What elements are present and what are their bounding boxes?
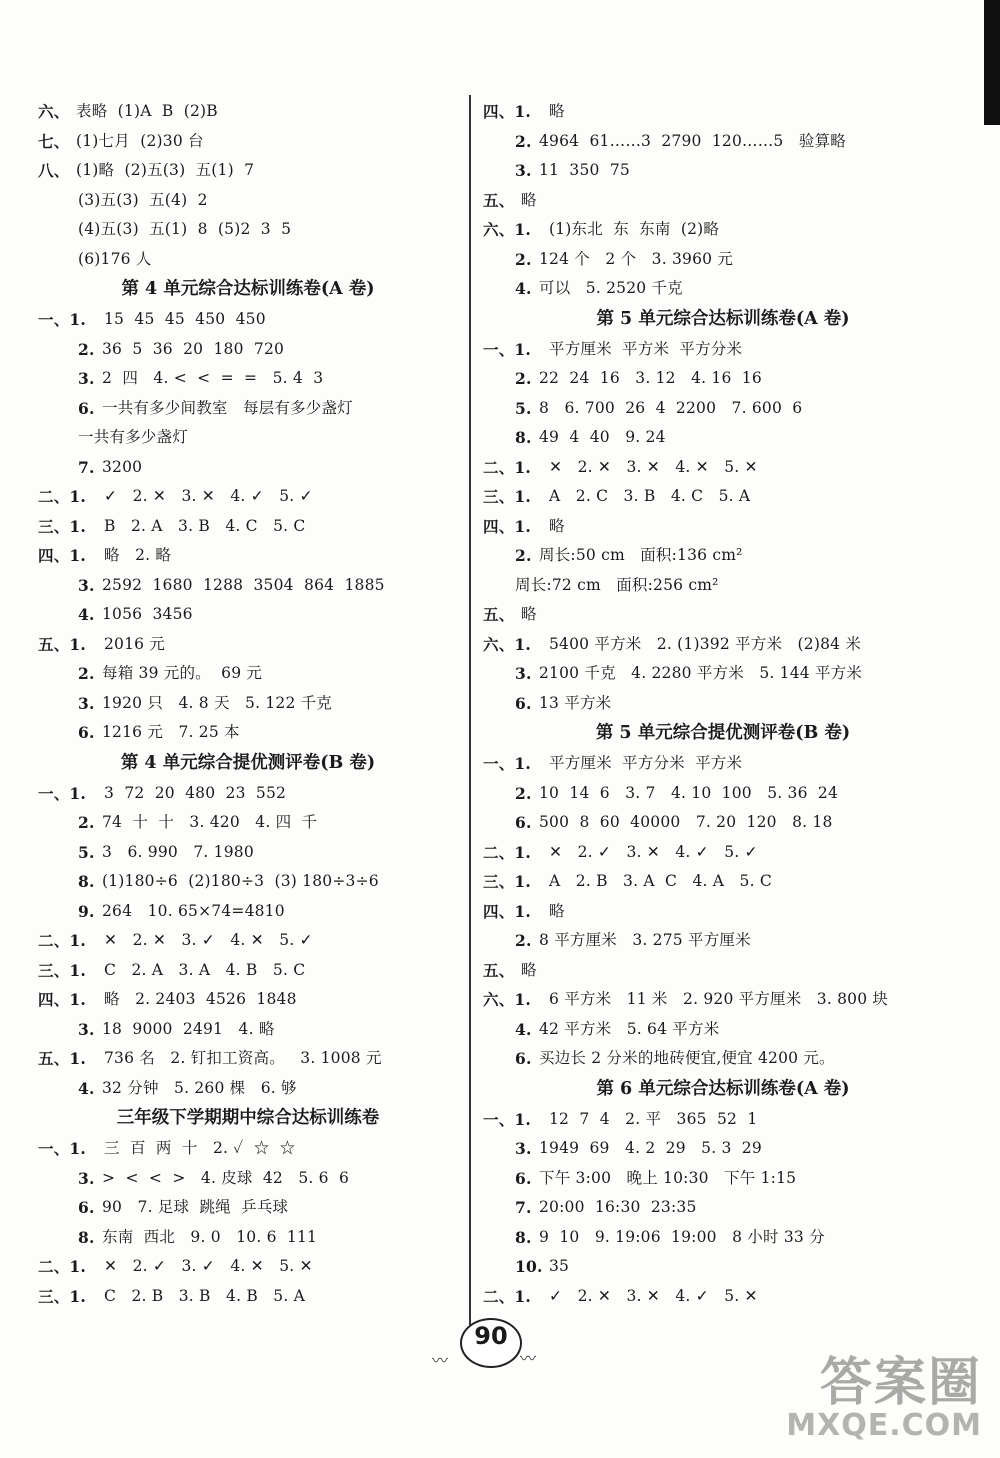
question-number: 3. [78,693,95,713]
answer-text: 3 6. 990 7. 1980 [102,842,254,861]
answer-text: 20:00 16:30 23:35 [539,1198,697,1216]
question-number: 六、1. [483,220,531,239]
answer-text: 可以 5. 2520 千克 [539,279,683,297]
answer-line [38,1074,458,1104]
section-title: 第 5 单元综合达标训练卷(A 卷) [596,308,850,329]
answer-text: ✕ 2. ✕ 3. ✕ 4. ✕ 5. ✕ [549,457,758,476]
answer-line [38,541,458,571]
watermark [786,1330,982,1450]
answer-line [483,985,963,1015]
answer-line [38,867,458,897]
answer-line [483,867,963,897]
answer-text: 平方厘米 平方米 平方分米 [549,339,743,358]
question-number: 三、1. [483,487,531,506]
question-number: 6. [515,1049,532,1068]
answer-text: (3)五(3) 五(4) 2 [78,190,208,209]
question-number: 6. [78,398,95,418]
answer-text: 略 [521,605,537,623]
answer-text: (1)180÷6 (2)180÷3 (3) 180÷3÷6 [102,872,379,890]
answer-line [483,512,963,542]
answer-text: 124 个 2 个 3. 3960 元 [539,249,734,268]
column-divider [469,95,471,1325]
question-number: 一、1. [38,783,86,803]
answer-line [38,1015,458,1045]
answer-line [483,541,963,571]
section-title: 三年级下学期期中综合达标训练卷 [116,1108,380,1128]
question-number: 四、1. [38,546,86,565]
question-number: 3. [515,664,532,683]
answer-line [483,1105,963,1135]
question-number: 2. [78,339,95,359]
page-number: 90 [474,1322,508,1350]
answer-line [38,571,458,601]
question-number: 四、1. [483,516,531,536]
page-edge-tab [984,0,1000,125]
answer-line [483,1193,963,1223]
section-title: 第 4 单元综合提优测评卷(B 卷) [120,752,376,773]
answer-text: 2016 元 [104,634,166,653]
question-number: 2. [515,931,532,950]
question-number: 三、1. [38,960,86,980]
answer-text: ✓ 2. ✕ 3. ✕ 4. ✓ 5. ✓ [104,487,313,505]
answer-line [38,779,458,809]
answer-text: 35 [549,1257,570,1275]
question-number: 五、 [483,605,515,624]
answer-line [38,808,458,838]
answer-text: 5400 平方米 2. (1)392 平方米 (2)84 米 [549,634,862,653]
question-number: 五、1. [38,1049,86,1068]
answer-text: 略 [521,960,537,979]
answer-line [483,1223,963,1253]
answer-line [483,156,963,186]
answer-line [38,127,458,157]
question-number: 二、1. [38,931,86,950]
question-number: 4. [78,605,95,624]
answer-text: 略 [549,102,565,120]
answer-line [38,156,458,186]
answer-line [483,97,963,127]
answer-text: 2100 千克 4. 2280 平方米 5. 144 平方米 [539,664,863,682]
question-number: 4. [78,1078,95,1098]
answer-text: 500 8 60 40000 7. 20 120 8. 18 [539,813,833,831]
answer-text: 周长:72 cm 面积:256 cm² [515,575,719,594]
answer-line [483,215,963,245]
answer-text: ✕ 2. ✕ 3. ✓ 4. ✕ 5. ✓ [104,931,313,949]
answer-line [38,897,458,927]
answer-line [38,482,458,512]
answer-line [483,897,963,927]
question-number: 七、 [38,131,70,151]
answer-line [483,1134,963,1164]
answer-text: 42 平方米 5. 64 平方米 [539,1019,720,1038]
answer-line [38,245,458,275]
question-number: 二、1. [483,1286,531,1306]
answer-line [38,926,458,956]
question-number: 一、1. [483,339,531,359]
question-number: 7. [78,457,95,477]
answer-text: ✕ 2. ✓ 3. ✓ 4. ✕ 5. ✕ [104,1257,313,1275]
question-number: 3. [515,161,532,180]
answer-line [38,1252,458,1282]
answer-line [483,1044,963,1074]
answer-text: C 2. B 3. B 4. B 5. A [104,1286,306,1305]
answer-line [483,274,963,304]
answer-line [483,1252,963,1282]
answer-text: 略 2. 略 [104,546,172,564]
answer-line [483,600,963,630]
answer-line [38,1134,458,1164]
left-answer-column [38,97,458,1311]
answer-text: 49 4 40 9. 24 [539,428,666,446]
answer-text: ✕ 2. ✓ 3. ✕ 4. ✓ 5. ✓ [549,842,758,861]
question-number: 3. [78,369,95,388]
answer-line [38,423,458,453]
answer-text: 三 百 两 十 2. ✓ ☆ ☆ [104,1139,296,1157]
answer-text: ✓ 2. ✕ 3. ✕ 4. ✓ 5. ✕ [549,1286,758,1305]
answer-line [38,1193,458,1223]
answer-text: (1)东北 东 东南 (2)略 [549,220,720,238]
answer-line [38,335,458,365]
answer-line [38,1164,458,1194]
answer-text: 略 [549,901,565,920]
clock-feet-icon: 〰 [520,1349,537,1368]
question-number: 八、 [38,161,70,180]
question-number: 7. [515,1198,532,1217]
answer-line [38,985,458,1015]
question-number: 6. [515,813,532,832]
watermark-logo-text: 答案圈 [819,1353,982,1413]
answer-line [38,838,458,868]
question-number: 3. [78,1019,95,1039]
answer-text: A 2. C 3. B 4. C 5. A [549,487,751,505]
question-number: 3. [78,1168,95,1188]
answer-line [483,689,963,719]
answer-line [483,1015,963,1045]
answer-text: 18 9000 2491 4. 略 [102,1019,275,1038]
answer-text: 略 [521,190,537,209]
answer-line [483,394,963,424]
answer-text: 买边长 2 分米的地砖便宜,便宜 4200 元。 [539,1049,835,1067]
question-number: 五、 [483,960,515,980]
answer-text: 表略 (1)A B (2)B [76,102,218,120]
answer-text: 略 2. 2403 4526 1848 [104,990,297,1008]
answer-text: 6 平方米 11 米 2. 920 平方厘米 3. 800 块 [549,990,889,1008]
answer-text: 3 72 20 480 23 552 [104,783,287,802]
question-number: 五、1. [38,634,86,654]
watermark-url: MXQE.COM [786,1408,982,1443]
question-number: 2. [515,369,532,388]
answer-text: 36 5 36 20 180 720 [102,339,285,358]
answer-line [483,1282,963,1312]
question-number: 5. [78,842,95,862]
answer-text: 1949 69 4. 2 29 5. 3 29 [539,1139,762,1157]
answer-text: 9 10 9. 19:06 19:00 8 小时 33 分 [539,1227,825,1246]
question-number: 8. [515,1227,532,1247]
answer-line [38,956,458,986]
answer-line [38,97,458,127]
answer-line [483,659,963,689]
answer-text: (1)略 (2)五(3) 五(1) 7 [76,161,255,179]
question-number: 2. [515,546,532,565]
answer-line [38,364,458,394]
answer-line [483,571,963,601]
section-title: 第 5 单元综合提优测评卷(B 卷) [595,723,851,743]
answer-text: 90 7. 足球 跳绳 乒乓球 [102,1198,289,1216]
question-number: 4. [515,279,532,298]
answer-text: 13 平方米 [539,693,612,712]
answer-line [38,512,458,542]
answer-line [38,718,458,748]
question-number: 6. [78,1198,95,1217]
answer-text: (6)176 人 [78,249,152,268]
answer-text: C 2. A 3. A 4. B 5. C [104,960,306,979]
question-number: 四、1. [38,990,86,1009]
answer-text: 11 350 75 [539,161,630,179]
question-number: 2. [515,131,532,151]
answer-text: > < < > 4. 皮球 42 5. 6 6 [102,1168,350,1187]
answer-line [483,482,963,512]
answer-line [483,364,963,394]
answer-text: 8 平方厘米 3. 275 平方厘米 [539,931,751,949]
question-number: 2. [515,783,532,803]
answer-text: (4)五(3) 五(1) 8 (5)2 3 5 [78,220,292,238]
question-number: 2. [515,249,532,269]
question-number: 六、1. [483,634,531,654]
answer-text: 周长:50 cm 面积:136 cm² [539,546,743,564]
page-number-badge [432,1318,560,1370]
question-number: 四、1. [483,102,531,121]
answer-line [38,186,458,216]
question-number: 一、1. [38,1139,86,1158]
answer-text: 一共有多少间教室 每层有多少盏灯 [102,398,353,417]
answer-text: 8 6. 700 26 4 2200 7. 600 6 [539,398,803,417]
answer-text: 东南 西北 9. 0 10. 6 111 [102,1227,318,1246]
question-number: 2. [78,664,95,683]
answer-line [483,335,963,365]
answer-text: 一共有多少盏灯 [78,428,188,446]
question-number: 六、 [38,102,70,121]
answer-text: 12 7 4 2. 平 365 52 1 [549,1109,758,1128]
answer-text: 略 [549,516,565,535]
answer-text: 2592 1680 1288 3504 864 1885 [102,575,385,594]
question-number: 三、1. [38,1286,86,1306]
answer-text: 下午 3:00 晚上 10:30 下午 1:15 [539,1168,797,1187]
answer-text: 平方厘米 平方分米 平方米 [549,754,743,772]
answer-line [483,245,963,275]
answer-text: 1216 元 7. 25 本 [102,723,240,741]
answer-line [483,779,963,809]
section-title: 第 4 单元综合达标训练卷(A 卷) [121,279,375,299]
answer-text: 4964 61……3 2790 120……5 验算略 [539,131,846,150]
answer-text: 264 10. 65×74=4810 [102,901,285,920]
question-number: 3. [78,575,95,595]
question-number: 二、1. [38,1257,86,1276]
question-number: 一、1. [38,310,86,329]
question-number: 3. [515,1139,532,1158]
answer-text: 每箱 39 元的。 69 元 [102,664,263,682]
question-number: 9. [78,901,95,921]
answer-text: 736 名 2. 钉扣工资高。 3. 1008 元 [104,1049,382,1067]
answer-line [38,305,458,335]
answer-line [38,689,458,719]
right-answer-column [483,97,963,1311]
question-number: 二、1. [38,487,86,506]
question-number: 六、1. [483,990,531,1009]
question-number: 二、1. [483,457,531,477]
question-number: 二、1. [483,842,531,862]
question-number: 4. [515,1019,532,1039]
answer-line [483,1164,963,1194]
answer-text: 1056 3456 [102,605,193,623]
question-number: 10. [515,1257,543,1276]
answer-line [483,749,963,779]
answer-line [38,600,458,630]
question-number: 8. [78,1227,95,1247]
answer-line [483,956,963,986]
answer-line [38,659,458,689]
answer-line [483,838,963,868]
answer-line [38,630,458,660]
answer-line [38,394,458,424]
answer-text: 3200 [102,457,143,476]
question-number: 6. [515,693,532,713]
question-number: 2. [78,813,95,832]
answer-line [483,926,963,956]
answer-text: 22 24 16 3. 12 4. 16 16 [539,369,762,387]
answer-text: 32 分钟 5. 260 棵 6. 够 [102,1078,297,1097]
question-number: 6. [78,723,95,742]
question-number: 四、1. [483,901,531,921]
question-number: 8. [515,428,532,447]
answer-line [38,1223,458,1253]
answer-text: 74 十 十 3. 420 4. 四 千 [102,813,318,831]
question-number: 五、 [483,190,515,210]
answer-text: 1920 只 4. 8 天 5. 122 千克 [102,693,333,712]
question-number: 5. [515,398,532,418]
question-number: 一、1. [483,754,531,773]
question-number: 6. [515,1168,532,1188]
answer-line [483,630,963,660]
answer-text: 15 45 45 450 450 [104,310,266,328]
question-number: 一、1. [483,1109,531,1129]
answer-line [483,423,963,453]
question-number: 三、1. [483,872,531,891]
answer-line [38,453,458,483]
answer-text: (1)七月 (2)30 台 [76,131,204,150]
answer-line [483,186,963,216]
answer-text: A 2. B 3. A C 4. A 5. C [549,872,772,890]
answer-text: 10 14 6 3. 7 4. 10 100 5. 36 24 [539,783,839,802]
answer-line [483,127,963,157]
answer-text: 2 四 4. < < = = 5. 4 3 [102,369,324,387]
answer-text: B 2. A 3. B 4. C 5. C [104,516,306,535]
answer-line [38,215,458,245]
answer-line [483,453,963,483]
alarm-clock-decoration-icon: 〰 [432,1351,449,1370]
answer-line [38,1282,458,1312]
question-number: 三、1. [38,516,86,536]
answer-line [38,1044,458,1074]
section-title: 第 6 单元综合达标训练卷(A 卷) [596,1078,850,1099]
question-number: 8. [78,872,95,891]
answer-line [483,808,963,838]
